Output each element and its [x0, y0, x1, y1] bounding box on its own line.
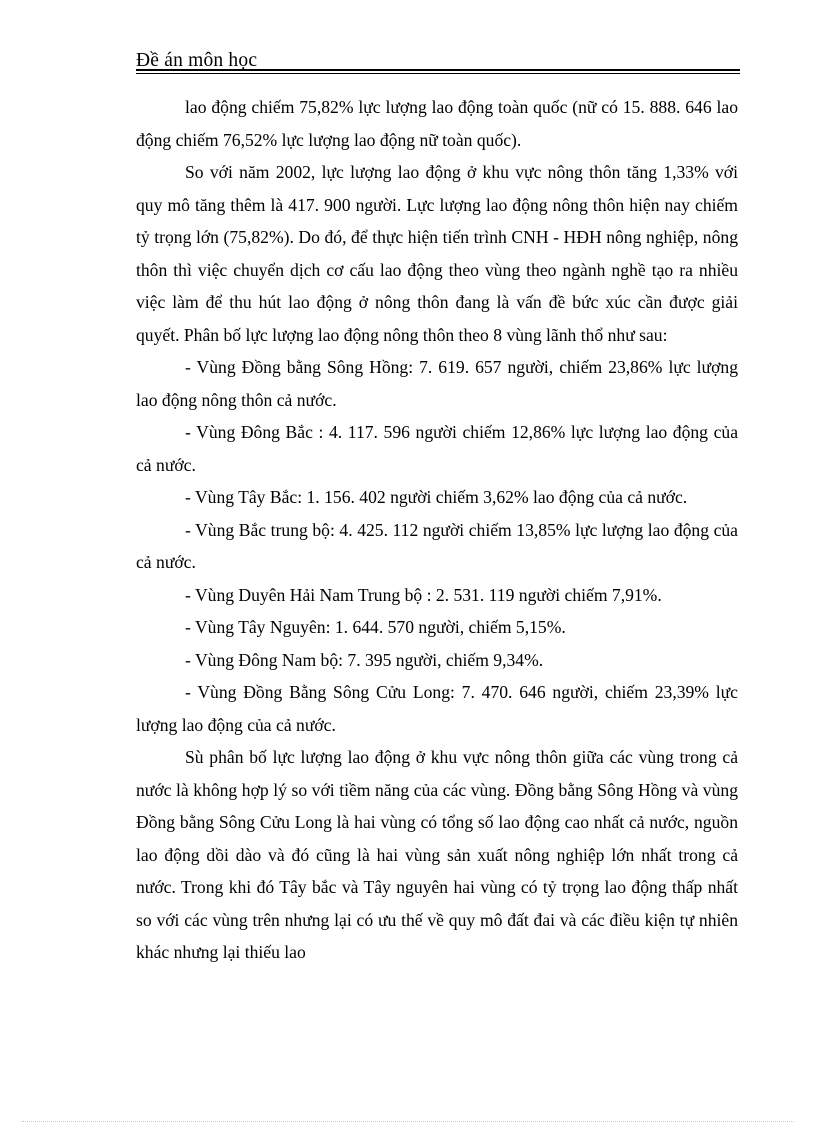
paragraph-1: lao động chiếm 75,82% lực lượng lao động toàn quốc (nữ có 15. 888. 646 lao động chiếm 76,52% lực lượng lao động nữ toàn quốc). — [136, 97, 738, 150]
list-item-dong-bac: - Vùng Đông Bắc : 4. 117. 596 người chiếm 12,86% lực lượng lao động của cả nước. — [136, 422, 738, 475]
header-rule-thin — [136, 73, 740, 74]
page-header — [136, 50, 740, 74]
header-rule-thick — [136, 69, 740, 71]
list-item-dong-nam-bo: - Vùng Đông Nam bộ: 7. 395 người, chiếm 9,34%. — [185, 649, 544, 670]
header-title: Đề án môn học — [136, 50, 258, 71]
list-item-duyen-hai-nam-trung-bo: - Vùng Duyên Hải Nam Trung bộ : 2. 531. 119 người chiếm 7,91%. — [185, 584, 662, 605]
body-text — [136, 91, 738, 969]
list-item-dong-bang-song-cuu-long: - Vùng Đồng Bằng Sông Cửu Long: 7. 470. 646 người, chiếm 23,39% lực lượng lao động của cả nước. — [136, 682, 738, 735]
list-item-tay-bac: - Vùng Tây Bắc: 1. 156. 402 người chiếm 3,62% lao động của cả nước. — [185, 487, 688, 507]
list-item-tay-nguyen: - Vùng Tây Nguyên: 1. 644. 570 người, chiếm 5,15%. — [185, 617, 566, 637]
list-item-dong-bang-song-hong: - Vùng Đồng bằng Sông Hồng: 7. 619. 657 người, chiếm 23,86% lực lượng lao động nông thôn cả nước. — [136, 357, 738, 410]
page-bottom-edge — [22, 1121, 794, 1122]
paragraph-2: So với năm 2002, lực lượng lao động ở khu vực nông thôn tăng 1,33% với quy mô tăng thêm là 417. 900 người. Lực lượng lao động nông thôn hiện nay chiếm tỷ trọng lớn (75,82%). Do đó, để thực hiện tiến trình CNH - HĐH nông nghiệp, nông thôn thì việc chuyển dịch cơ cấu lao động theo vùng theo ngành nghề tạo ra nhiều việc làm để thu hút lao động ở nông thôn đang là vấn đề bức xúc cần được giải quyết. Phân bố lực lượng lao động nông thôn theo 8 vùng lãnh thổ như sau: — [136, 162, 738, 345]
list-item-bac-trung-bo: - Vùng Bắc trung bộ: 4. 425. 112 người chiếm 13,85% lực lượng lao động của cả nước. — [136, 519, 738, 572]
paragraph-3: Sù phân bố lực lượng lao động ở khu vực nông thôn giữa các vùng trong cả nước là không hợp lý so với tiềm năng của các vùng. Đồng bằng Sông Hồng và vùng Đồng bằng Sông Cửu Long là hai vùng có tổng số lao động cao nhất cả nước, nguồn lao động dồi dào và đó cũng là hai vùng sản xuất nông nghiệp lớn nhất trong cả nước. Trong khi đó Tây bắc và Tây nguyên hai vùng có tỷ trọng lao động thấp nhất so với các vùng trên nhưng lại có ưu thế về quy mô đất đai và các điều kiện tự nhiên khác nhưng lại thiếu lao — [136, 747, 738, 962]
